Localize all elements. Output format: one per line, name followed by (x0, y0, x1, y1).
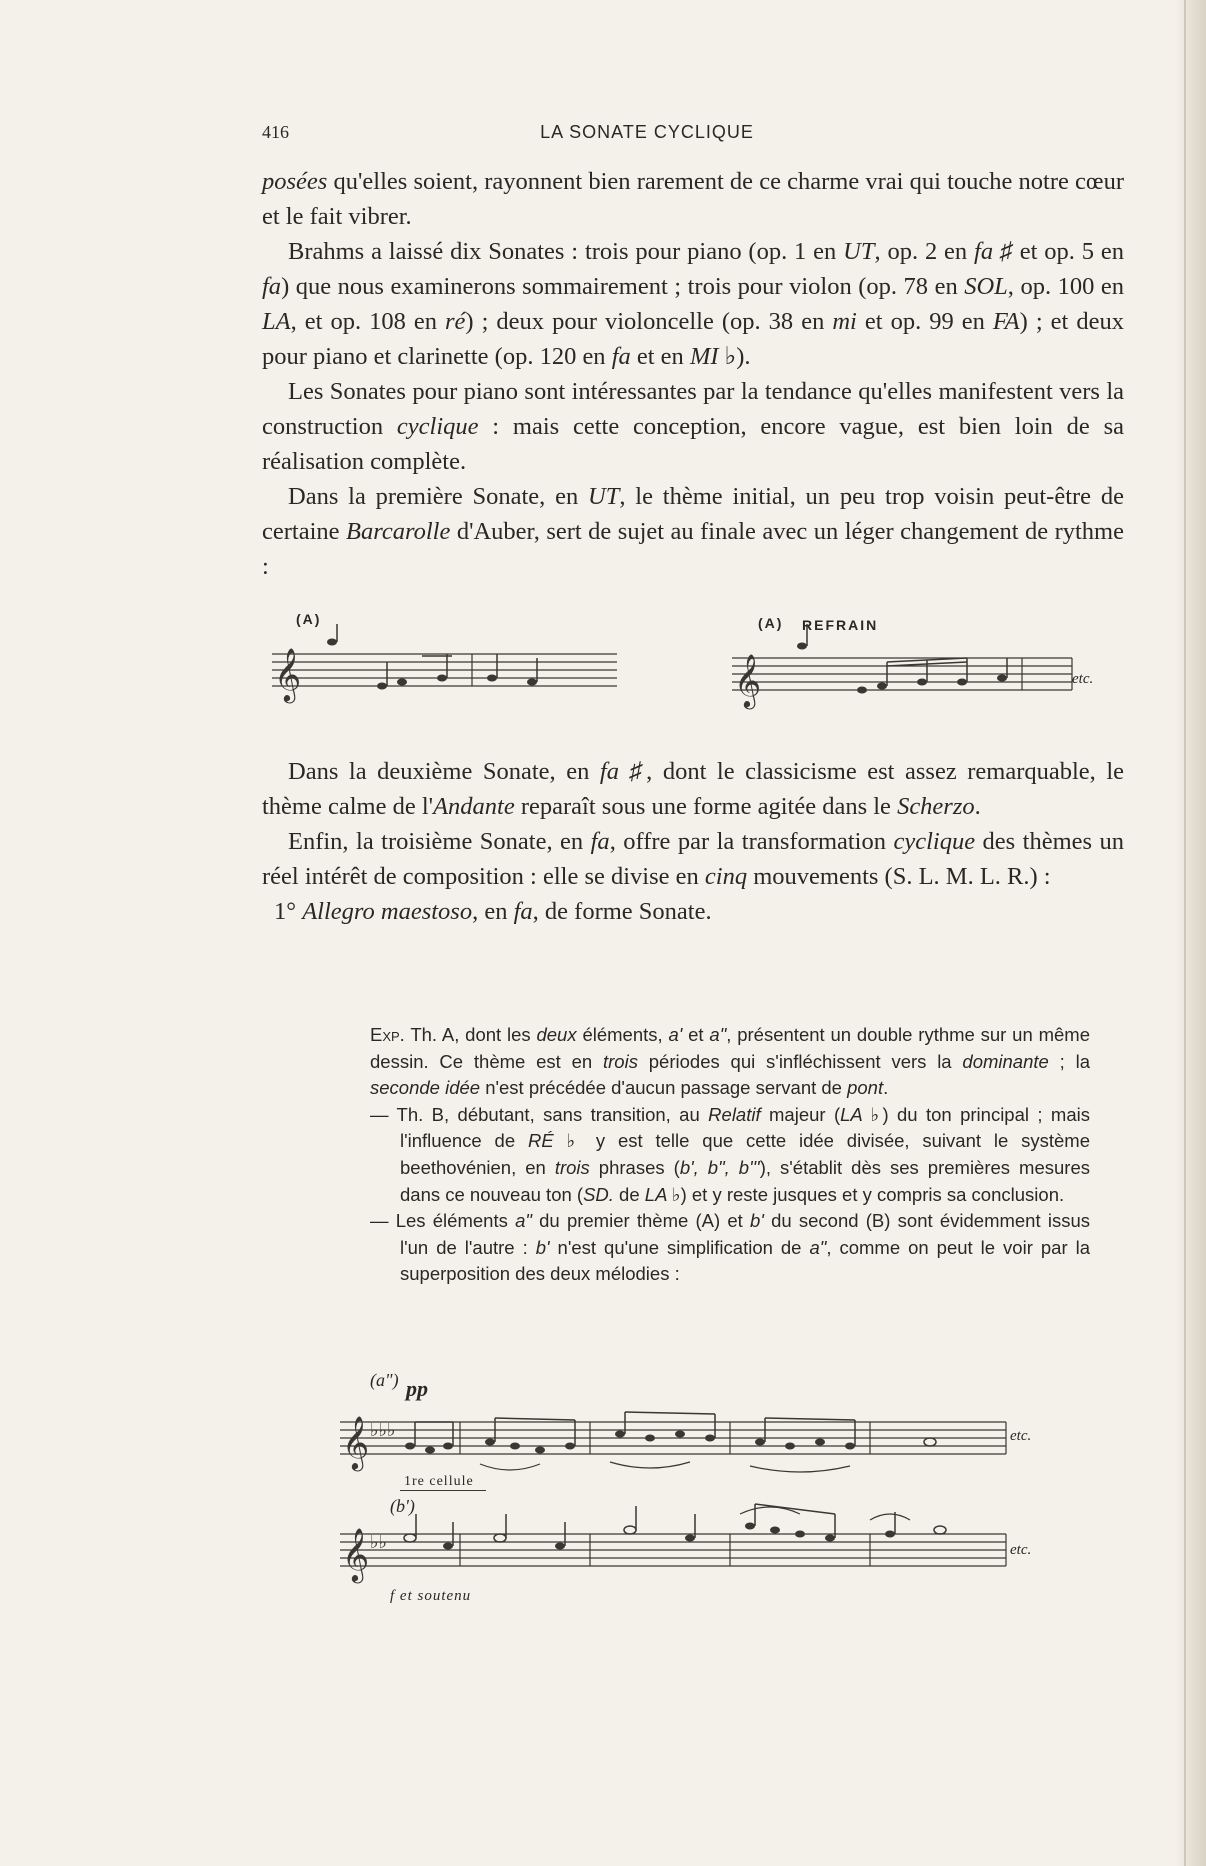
staff-notation-1 (262, 624, 1122, 724)
text: reparaît sous une forme agitée dans le (514, 793, 898, 820)
text: Th. A, dont les (404, 1024, 537, 1045)
key-name: fa ♯ (599, 758, 647, 785)
key-name: LA ♭ (840, 1103, 883, 1125)
text: , le thème initial, un peu trop voisin peut-être de certaine (262, 483, 1124, 545)
svg-text:♭♭♭: ♭♭♭ (370, 1420, 396, 1441)
text: d'Auber, sert de sujet au finale avec un léger changement de rythme : (262, 518, 1124, 580)
theme-label-right: (A) (758, 615, 784, 631)
emphasis: seconde idée (370, 1077, 481, 1099)
etc-label-2: etc. (1010, 1542, 1032, 1558)
text: du premier thème (A) et (531, 1210, 751, 1232)
svg-text:𝄞: 𝄞 (274, 647, 302, 701)
key-name: fa (513, 898, 533, 925)
emphasis: b' (750, 1210, 764, 1232)
paragraph-3 (262, 374, 1124, 479)
text: et en (630, 343, 690, 370)
key-name: fa (611, 343, 631, 370)
text: et op. 99 en (856, 308, 993, 335)
key-name: LA (262, 308, 291, 335)
key-name: RÉ ♭ (528, 1130, 583, 1152)
text: ) ; deux pour violoncelle (op. 38 en (465, 308, 833, 335)
refrain-label: REFRAIN (802, 617, 879, 633)
key-name: fa (590, 828, 610, 855)
body-text (262, 164, 1124, 929)
key-name: UT (843, 238, 875, 265)
emphasis: a" (809, 1236, 827, 1258)
text: . (974, 793, 981, 820)
emphasis: trois (603, 1050, 638, 1072)
emphasis: Barcarolle (346, 518, 451, 545)
staff-notation-2 (330, 1390, 1010, 1600)
emphasis: Relatif (708, 1103, 761, 1125)
paragraph-2 (262, 234, 1124, 374)
text: , op. 100 en (1007, 273, 1124, 300)
emphasis: posées (262, 168, 328, 195)
emphasis: b', b", b''' (679, 1156, 760, 1178)
text: Brahms a laissé dix Sonates : trois pour piano (op. 1 en (288, 238, 844, 265)
music-example-1 (262, 584, 1124, 754)
text: ; la (1048, 1050, 1090, 1072)
text: Les éléments (388, 1210, 516, 1232)
dynamic-forte: f et soutenu (390, 1588, 472, 1604)
text: Les Sonates pour piano sont intéressantes par la tendance qu'elles manifestent vers la construction (262, 378, 1124, 440)
analysis-exposition (370, 1022, 1090, 1102)
page-edge (1176, 0, 1206, 1866)
text: , de forme Sonate. (532, 898, 712, 925)
paragraph-4 (262, 479, 1124, 584)
key-name: FA (992, 308, 1020, 335)
text: y est telle que cette idée divisée, suivant le système beethovénien, en (400, 1130, 1090, 1178)
emphasis: Allegro maestoso (302, 898, 473, 925)
analysis-elements (370, 1208, 1090, 1288)
text: , dont le classicisme est assez remarquable, le thème calme de l' (262, 758, 1124, 820)
text: Enfin, la troisième Sonate, en (288, 828, 591, 855)
emphasis: cyclique (396, 413, 479, 440)
text: n'est précédée d'aucun passage servant de (480, 1077, 848, 1099)
paragraph-1 (262, 164, 1124, 234)
emphasis: a" (515, 1210, 532, 1232)
text: Dans la deuxième Sonate, en (288, 758, 600, 785)
theme-label-left: (A) (296, 611, 322, 627)
text: et op. 5 en (1012, 238, 1125, 265)
text: , offre par la transformation (609, 828, 894, 855)
text: , présentent un double rythme sur un même dessin. Ce thème est en (370, 1024, 1090, 1072)
emphasis: Scherzo (897, 793, 975, 820)
key-name: SOL (964, 273, 1008, 300)
text: qu'elles soient, rayonnent bien rarement de ce charme vrai qui touche notre cœur et le fait vibrer. (262, 168, 1124, 230)
emphasis: cyclique (893, 828, 976, 855)
text: du second (B) sont évidemment issus l'un de l'autre : (400, 1210, 1090, 1258)
theme-label-a: (a") (370, 1370, 399, 1390)
emphasis: SD. (583, 1183, 614, 1205)
paragraph-5 (262, 754, 1124, 824)
text: de (613, 1183, 645, 1205)
key-name: UT (588, 483, 620, 510)
text: 1° (274, 898, 297, 925)
key-name: fa (262, 273, 282, 300)
text: majeur ( (760, 1103, 841, 1125)
page-header (262, 122, 1032, 150)
text: mouvements (S. L. M. L. R.) : (747, 863, 1051, 890)
text: , op. 2 en (874, 238, 975, 265)
text: ) ; et deux pour piano et clarinette (op. 120 en (262, 308, 1124, 370)
text: ) du ton principal ; mais l'influence de (400, 1103, 1090, 1152)
key-name: fa ♯ (974, 238, 1013, 265)
text: Dans la première Sonate, en (288, 483, 589, 510)
svg-text:𝄞: 𝄞 (342, 1415, 370, 1469)
key-name: LA ♭ (644, 1183, 681, 1205)
emphasis: deux (536, 1024, 577, 1045)
key-name: mi (832, 308, 857, 335)
entry-lead: — (370, 1103, 389, 1125)
analysis-block (370, 1022, 1090, 1288)
text: périodes qui s'infléchissent vers la (637, 1050, 963, 1072)
page-number: 416 (262, 122, 289, 142)
analysis-theme-b (370, 1102, 1090, 1208)
running-title: LA SONATE CYCLIQUE (540, 122, 754, 142)
text: : mais cette conception, encore vague, est bien loin de sa réalisation complète. (262, 413, 1124, 475)
text: ), s'établit dès ses premières mesures dans ce nouveau ton ( (400, 1156, 1090, 1205)
text: , et op. 108 en (290, 308, 445, 335)
emphasis: cinq (704, 863, 748, 890)
text: , en (472, 898, 514, 925)
text: ). (736, 343, 751, 370)
text: n'est qu'une simplification de (549, 1236, 810, 1258)
emphasis: a" (709, 1024, 727, 1045)
svg-text:♭♭: ♭♭ (370, 1532, 387, 1553)
text: . (883, 1077, 889, 1099)
entry-lead: — (370, 1210, 389, 1232)
etc-label-1: etc. (1010, 1428, 1032, 1444)
emphasis: trois (554, 1156, 590, 1178)
text: Th. B, débutant, sans transition, au (388, 1103, 709, 1125)
text: des thèmes un réel intérêt de composition : elle se divise en (262, 828, 1125, 890)
entry-lead: Exp. (370, 1024, 405, 1045)
emphasis: a' (668, 1024, 683, 1045)
paragraph-7 (262, 894, 1124, 929)
text: phrases ( (589, 1156, 680, 1178)
key-name: ré (445, 308, 466, 335)
theme-label-b: (b') (390, 1496, 415, 1516)
paragraph-6 (262, 824, 1124, 894)
music-example-2 (330, 1370, 1090, 1610)
text: ) que nous examinerons sommairement ; trois pour violon (op. 78 en (281, 273, 965, 300)
emphasis: b' (535, 1236, 550, 1258)
emphasis: Andante (433, 793, 515, 820)
text: éléments, (576, 1024, 669, 1045)
etc-label: etc. (1072, 671, 1094, 687)
key-name: MI ♭ (689, 343, 737, 370)
emphasis: dominante (962, 1050, 1049, 1072)
svg-text:𝄞: 𝄞 (734, 653, 762, 707)
cellule-label: 1re cellule (400, 1474, 486, 1491)
text: et (682, 1024, 710, 1045)
text: ) et y reste jusques et y compris sa conclusion. (680, 1183, 1065, 1205)
emphasis: pont (847, 1077, 884, 1099)
text: , comme on peut le voir par la superposition des deux mélodies : (400, 1236, 1090, 1285)
svg-text:𝄞: 𝄞 (342, 1527, 370, 1581)
dynamic-pp: pp (406, 1376, 428, 1401)
